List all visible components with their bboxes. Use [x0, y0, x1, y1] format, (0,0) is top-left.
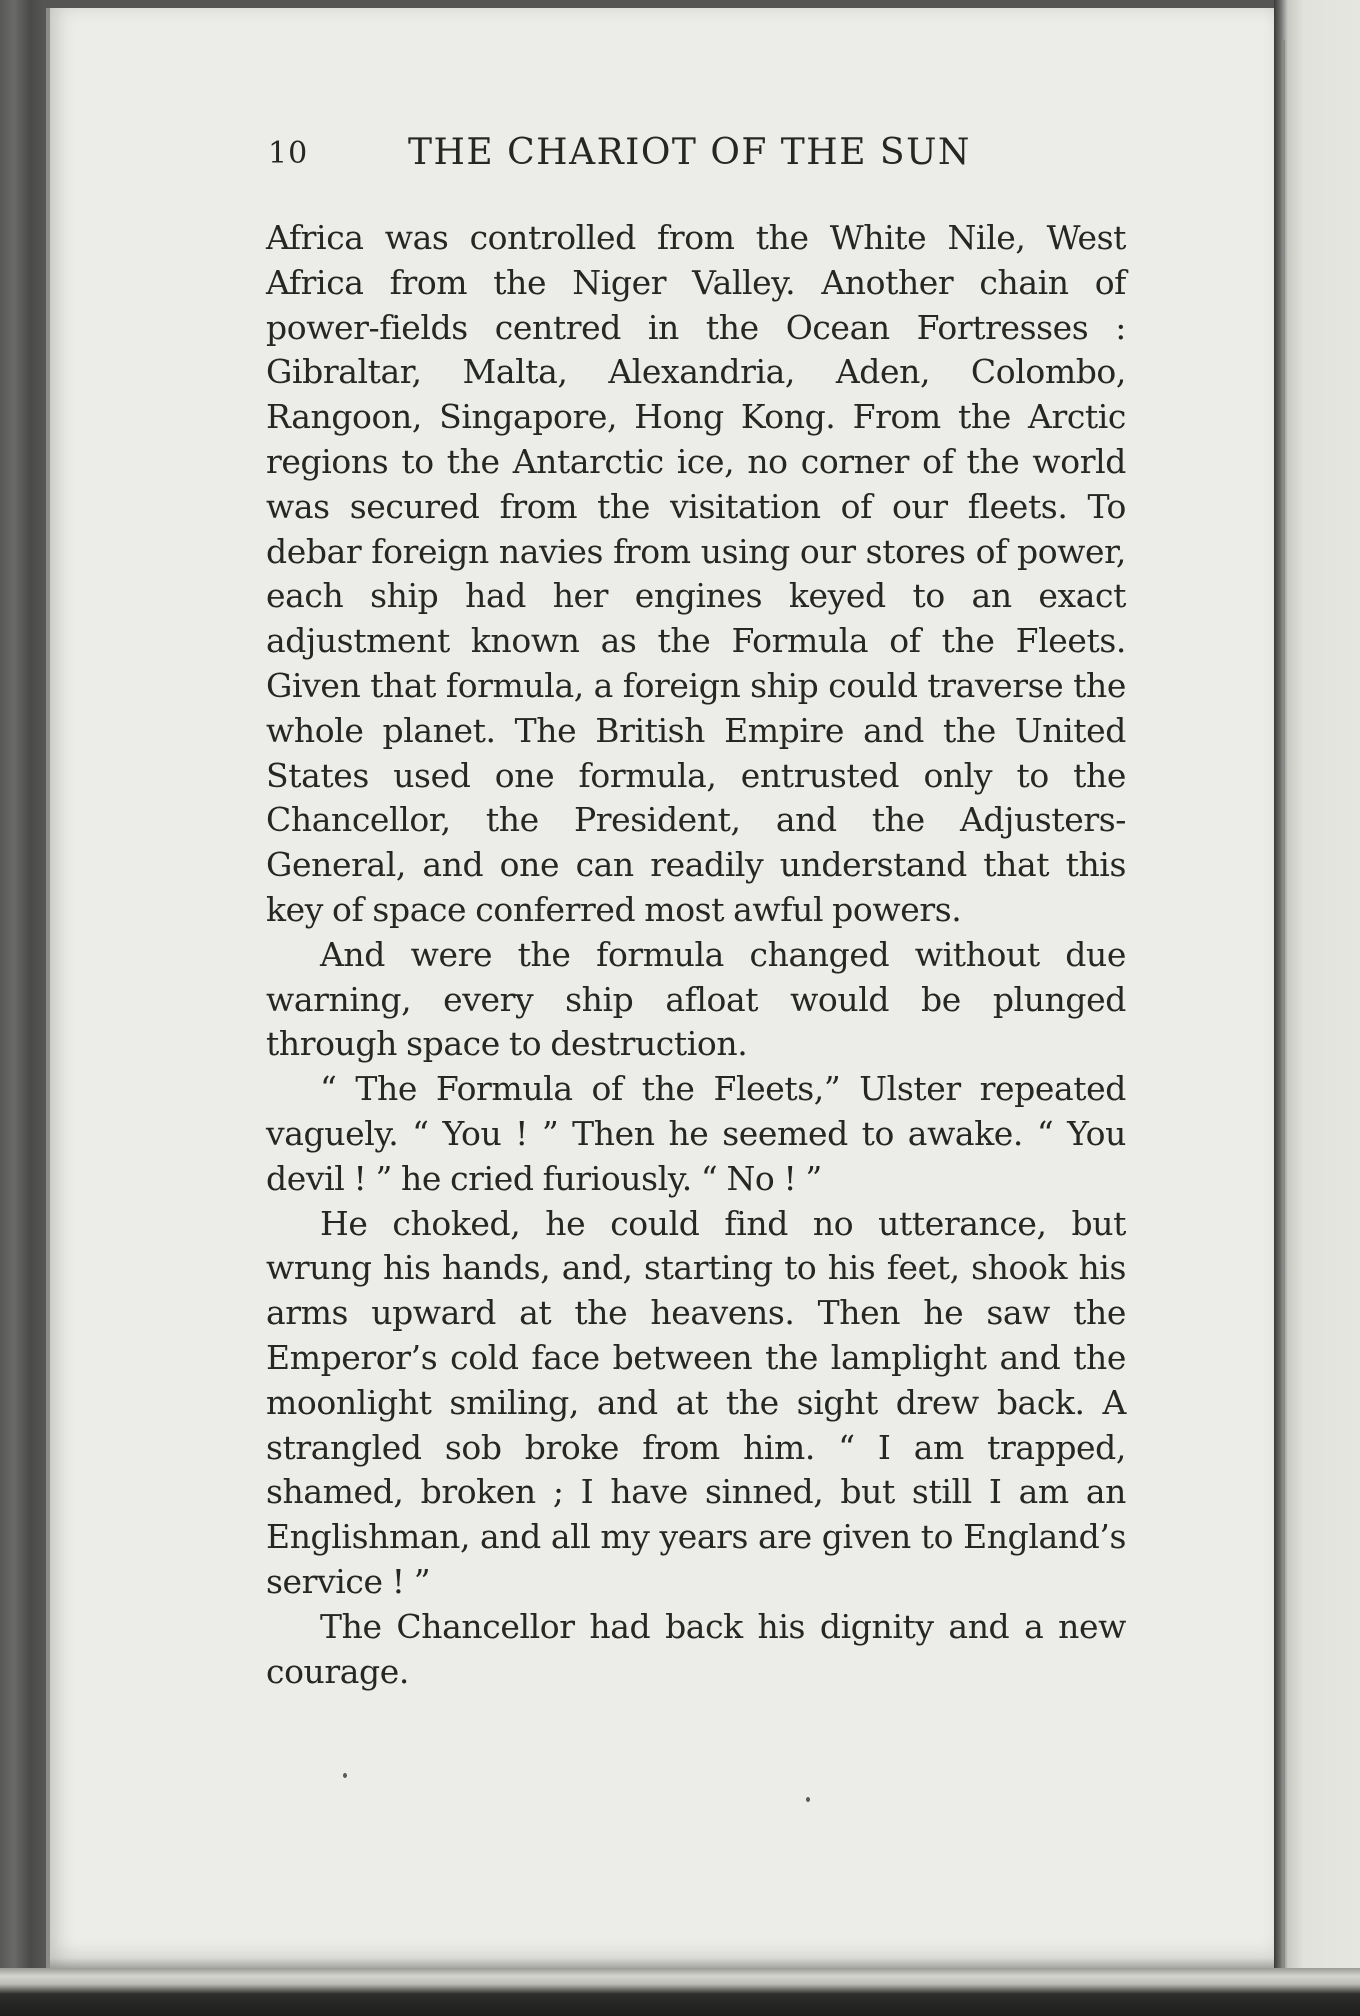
paragraph-1: Africa was controlled from the White Nile, West Africa from the Niger Valley. Another chain of power-fields centred in the Ocean Fortresses : Gibraltar, Malta, Alexandria, Aden, Colombo, Rangoon, Singapore, Hong Kong. From the Arctic regions to the Antarctic ice, no corner of the world was secured from the visitation of our fleets. To debar foreign navies from using our stores of power, each ship had her engines keyed to an exact adjustment known as the Formula of the Fleets. Given that formula, a foreign ship could traverse the whole planet. The British Empire and the United States used one formula, entrusted only to the Chancellor, the President, and the Adjusters-General, and one can readily understand that this key of space conferred most awful powers.: [266, 218, 1126, 929]
running-head: [268, 132, 1128, 182]
paragraph-5: The Chancellor had back his dignity and a new courage.: [266, 1606, 1126, 1691]
paragraph-4: He choked, he could find no utterance, but wrung his hands, and, starting to his feet, shook his arms upward at the heavens. Then he saw the Emperor’s cold face between the lamplight and the moonlight smiling, and at the sight drew back. A strangled sob broke from him. “ I am trapped, shamed, broken ; I have sinned, but still I am an Englishman, and all my years are given to England’s service ! ”: [266, 1203, 1126, 1601]
body-text: [266, 216, 1126, 1694]
book-fore-edge: [1274, 0, 1360, 2016]
book-bottom-edge: [0, 1968, 1360, 2016]
paper-speck: [806, 1797, 810, 1802]
paragraph-3: “ The Formula of the Fleets,” Ulster repeated vaguely. “ You ! ” Then he seemed to awake. “ You devil ! ” he cried furiously. “ No ! ”: [266, 1069, 1126, 1198]
paragraph-2: And were the formula changed without due warning, every ship afloat would be plunged through space to destruction.: [266, 934, 1126, 1064]
running-title: THE CHARIOT OF THE SUN: [408, 132, 971, 173]
page-number: 10: [268, 136, 309, 171]
paper-speck: [343, 1773, 347, 1778]
